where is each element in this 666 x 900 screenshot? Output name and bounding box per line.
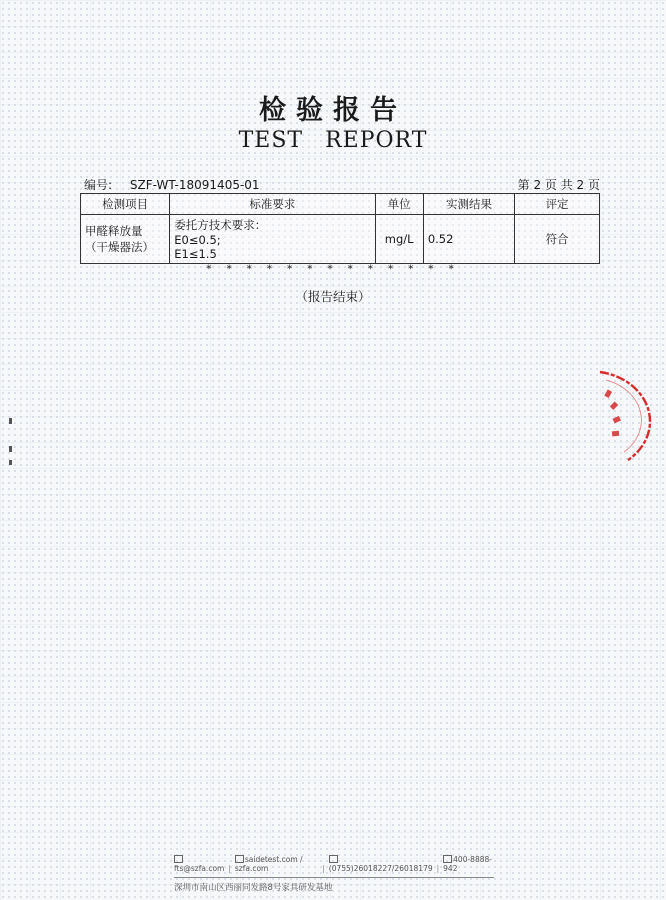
mail-icon (174, 855, 183, 863)
header-result: 实测结果 (423, 194, 514, 215)
report-title-en: TEST REPORT (238, 128, 428, 153)
footer-website: saidetest.com / szfa.com (234, 855, 303, 873)
header-verdict: 评定 (515, 194, 600, 215)
header-standard: 标准要求 (170, 194, 375, 215)
globe-icon (235, 855, 244, 863)
report-title-cn: 检验报告 (259, 95, 407, 126)
report-number-value: SZF-WT-18091405-01 (129, 178, 260, 192)
results-table (80, 193, 600, 264)
web-contact (235, 855, 318, 873)
header-unit: 单位 (375, 194, 423, 215)
cell-test-item: 甲醛释放量（干燥器法） (81, 215, 170, 264)
footer-divider: | (322, 864, 325, 873)
footer-email: fts@szfa.com (174, 864, 225, 873)
footer-hotline: 400-8888-942 (443, 855, 492, 873)
hotline-icon (443, 855, 452, 863)
page-indicator: 第 2 页 共 2 页 (517, 178, 600, 192)
report-number-label: 编号: (84, 178, 113, 192)
separator-stars: * * * * * * * * * * * * * (206, 264, 460, 275)
footer-address: 深圳市南山区西丽同发路8号家具研发基地 (174, 877, 494, 893)
phone-contact (329, 855, 433, 873)
binding-mark (9, 460, 12, 465)
cell-standard (170, 215, 375, 264)
standard-line: E1≤1.5 (174, 247, 217, 261)
footer-contacts (174, 855, 494, 873)
standard-line: 委托方技术要求： (174, 218, 267, 232)
report-number (84, 176, 260, 193)
email-contact (174, 855, 224, 873)
report-end-note: （报告结束） (295, 289, 371, 304)
cell-unit: mg/L (375, 215, 423, 264)
footer-divider: | (436, 864, 440, 873)
hotline-contact (443, 855, 494, 873)
footer-divider: | (228, 864, 231, 873)
table-header-row (81, 194, 600, 215)
binding-mark (9, 418, 12, 424)
phone-icon (329, 855, 338, 863)
header-test-item: 检测项目 (81, 194, 170, 215)
footer-phone: (0755)26018227/26018179 (328, 864, 433, 873)
binding-mark (9, 446, 12, 452)
cell-result: 0.52 (423, 215, 514, 264)
cell-verdict: 符合 (515, 215, 600, 264)
standard-line: E0≤0.5; (174, 233, 221, 247)
company-seal (594, 360, 666, 470)
table-row (81, 215, 600, 264)
footer (174, 855, 494, 893)
